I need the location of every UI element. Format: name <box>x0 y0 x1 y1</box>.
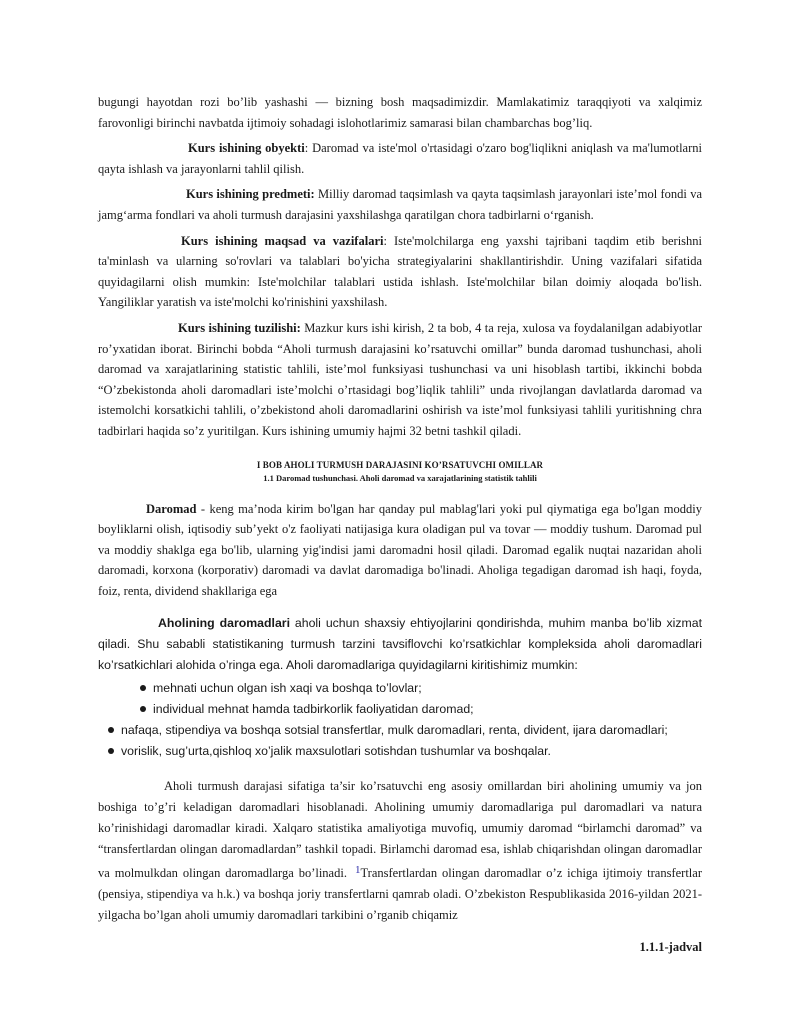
footnote-link[interactable]: 1 <box>354 864 361 877</box>
intro-paragraph <box>98 92 702 133</box>
income-definition-paragraph <box>98 499 702 602</box>
bullet-icon <box>108 727 114 733</box>
goals-text: : Iste'molchilarga eng yaxshi tajribani taqdim etib berishni ta'minlash va ularning so'rovlari va talablari bo'yicha strategiyalarini shakllantirishdir. Uning vazifalari sifatida quyidagilarni olish mumkin: Iste'molchilar talablari ustida ishlash. Iste'molchilar bilan doimiy aloqada bo'lish. Yangiliklar yaratish va iste'molchi ko'rinishini yaxshilash. <box>98 233 702 310</box>
object-text: : Daromad va iste'mol o'rtasidagi o'zaro bog'liqlikni aniqlash va ma'lumotlarni qayta ishlash va jarayonlarni tahlil qilish. <box>98 141 702 176</box>
income-label: Daromad <box>146 501 197 516</box>
population-income-label: Aholining daromadlari <box>158 616 290 631</box>
section-title: 1.1 Daromad tushunchasi. Aholi daromad va xarajatlarining statistik tahlili <box>263 472 537 483</box>
bullet-icon <box>108 748 114 754</box>
list-item: nafaqa, stipendiya va boshqa sotsial transfertlar, mulk daromadlari, renta, divident, ijara daromadlari; <box>98 720 702 741</box>
intro-text: bugungi hayotdan rozi bo’lib yashashi — bizning bosh maqsadimizdir. Mamlakatimiz taraqqiyoti va xalqimiz farovonligi birinchi navbatda ijtimoiy sohadagi islohotlarimiz samarasi bilan chambarchas bog’liq. <box>98 95 702 130</box>
subject-paragraph <box>98 184 702 225</box>
subject-label: Kurs ishining predmeti: <box>186 187 315 202</box>
structure-label: Kurs ishining tuzilishi: <box>178 320 301 335</box>
income-text: - keng ma’noda kirim bo'lgan har qanday pul mablag'lari yoki pul qiymatiga ega bo'lgan moddiy boyliklarni olish, iqtisodiy sub’yekt o'z faoliyati natijasiga kura oladigan pul va tovar — moddiy tushum. Daromad pul va moddiy shaklga ega bo'lib, ularning yig'indisi jami daromadni hosil qiladi. Daromad egalik nuqtai nazaridan aholi daromadi, korxona (korporativ) daromadi va davlat daromadiga bo'linadi. Aholiga tegadigan daromad ish haqi, foyda, foiz, renta, dividend shakllariga ega <box>98 501 702 598</box>
population-income-text: aholi uchun shaxsiy ehtiyojlarini qondirishda, muhim manba bo’lib xizmat qiladi. Shu sababli statistikaning turmush tarzini tavsiflovchi ko’rsatkichlar kompleksida aholi daromadlari ko’rsatkichlari alohida o’ringa ega. Aholi daromadlariga quyidagilarni kiritishimiz mumkin: <box>98 616 702 672</box>
goals-label: Kurs ishining maqsad va vazifalari <box>181 233 384 248</box>
chapter-title: I BOB AHOLI TURMUSH DARAJASINI KO’RSATUVCHI OMILLAR <box>256 459 544 470</box>
object-paragraph <box>98 138 702 179</box>
bullet-icon <box>140 685 146 691</box>
object-label: Kurs ishining obyekti <box>188 141 305 156</box>
income-level-text-b: Transfertlardan olingan daromadlar o’z ichiga ijtimoiy transfertlar (pensiya, stipendiya va h.k.) va boshqa joriy transfertlarni qamrab oladi. O’zbekiston Respublikasida 2016-yildan 2021-yilgacha bo’lgan aholi umumiy daromadlari tarkibini o’rganib chiqamiz <box>98 866 702 923</box>
list-item: mehnati uchun olgan ish xaqi va boshqa to’lovlar; <box>98 678 702 699</box>
population-income-paragraph <box>98 613 702 675</box>
bullet-icon <box>140 706 146 712</box>
list-item: individual mehnat hamda tadbirkorlik faoliyatidan daromad; <box>98 699 702 720</box>
goals-paragraph <box>98 231 702 313</box>
income-level-paragraph <box>98 776 702 926</box>
list-item: vorislik, sug’urta,qishloq xo’jalik maxsulotlari sotishdan tushumlar va boshqalar. <box>98 741 702 762</box>
structure-paragraph <box>98 318 702 442</box>
subject-text: Milliy daromad taqsimlash va qayta taqsimlash jarayonlari iste’mol fondi va jamg‘arma fondlari va aholi turmush darajasini yaxshilashga qaratilgan chora tadbirlarni o‘rganish. <box>98 187 703 222</box>
structure-text: Mazkur kurs ishi kirish, 2 ta bob, 4 ta reja, xulosa va foydalanilgan adabiyotlar ro’yxatidan iborat. Birinchi bobda “Aholi turmush darajasini ko’rsatuvchi omillar” bunda daromad tushunchasi, aholi daromad va xarajatlarining statistic tahlili, iste’mol funksiyasi tushunchasi va uni hisoblash tartibi, ikkinchi bobda “O’zbekistonda aholi daromadlari iste’molchi o’rtasidagi bog’liqlik tahlili” unda rivojlangan davlatlarda daromad va istemolchi korsatkichi tahlili, o’zbekistond aholi daromadlarini oshirish va iste’mol funksiyasi tahlili yuritishning chra tadbirlari haqida so’z yuritilgan. Kurs ishining umumiy hajmi 32 betni tashkil qiladi. <box>98 320 702 438</box>
income-level-text-a: Aholi turmush darajasi sifatiga ta’sir ko’rsatuvchi eng asosiy omillardan biri aholining umumiy va jon boshiga to’g’ri keladigan daromadlari hisoblanadi. Aholining umumiy daromadlariga pul daromadlari va natura ko’rinishidagi daromadlar kiradi. Xalqaro statistika amaliyotiga muvofiq, umumiy daromad “birlamchi daromad” va “transfertlardan olingan daromadlardan” tashkil topadi. Birlamchi daromad esa, ishlab chiqarishdan olingan daromadlar va molmulkdan olingan daromadlarga bo’linadi. <box>98 779 702 881</box>
income-list <box>98 678 702 762</box>
table-caption: 1.1.1-jadval <box>639 940 702 955</box>
